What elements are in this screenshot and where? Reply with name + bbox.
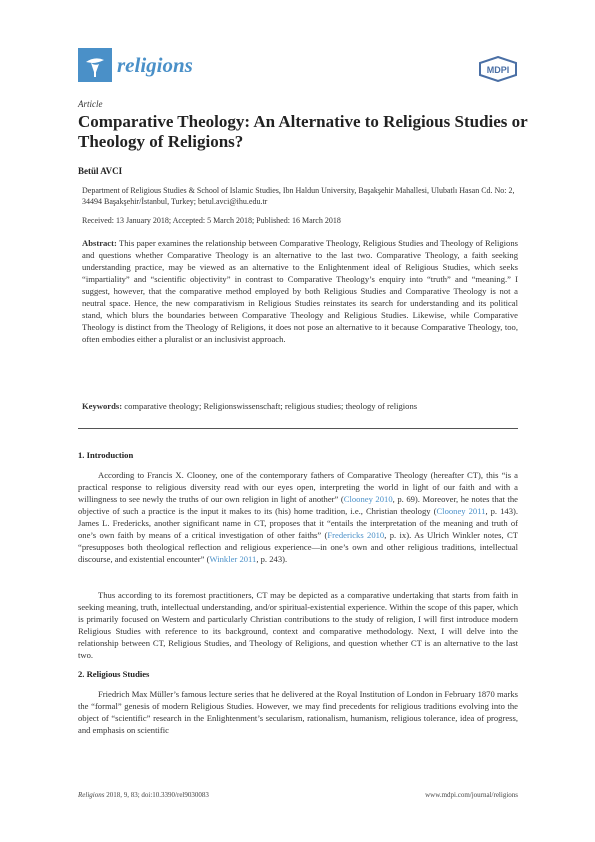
footer-journal: Religions (78, 791, 105, 799)
citation-link[interactable]: Fredericks 2010 (327, 530, 385, 540)
mdpi-logo (478, 56, 518, 82)
text-run: According to Francis X. Clooney, one of the contemporary fathers of Comparative Theology (hereafter CT), this “is a practical response to religious diversity read with our eyes open, interpreting the world in light of our faith and with a willingness to see newly the truths of our own religion in light of another” ( (78, 470, 518, 504)
abstract-text: This paper examines the relationship between Comparative Theology, Religious Studies and Theology of Religions and questions whether Comparative Theology is an alternative to the last two. Comparative Theology, a faith seeking understanding practice, may be viewed as an alternative to the Enlightenment ideal of Religious Studies, which seeks “impartiality” and “scientific objectivity” in contrast to Comparative Theology’s enquiry into “truth” and “meaning.” I suggest, however, that the comparative method employed by both Religious Studies and Comparative Theology is not a neutral space. Hence, the new comparativism in Religious Studies reinstates its search for understanding and its political stand, which blurs the boundaries between Comparative Theology and Religious Studies. Likewise, while Comparative Theology is distinct from the Theology of Religions, it does not pose an alternative to it because Comparative Theology, too, often embodies either a pluralist or an inclusivist approach. (82, 238, 518, 344)
publication-dates: Received: 13 January 2018; Accepted: 5 March 2018; Published: 16 March 2018 (82, 216, 341, 225)
citation-link[interactable]: Clooney 2011 (436, 506, 486, 516)
mdpi-logo-text: MDPI (486, 65, 510, 75)
citation-link[interactable]: Winkler 2011 (209, 554, 257, 564)
dove-icon (78, 48, 112, 82)
religious-studies-paragraph-1: Friedrich Max Müller’s famous lecture series that he delivered at the Royal Institution of London in February 1870 marks the “formal” genesis of modern Religious Studies. However, we may find precedents for religious traditions evolving into the object of “scientific” research in the Enlightenment’s secularism, rationalism, humanism, religious tolerance, idea of progress, and emphasis on scientific (78, 689, 518, 735)
section-heading-introduction: 1. Introduction (78, 450, 134, 460)
section-divider (78, 428, 518, 429)
article-type: Article (78, 99, 103, 109)
page-footer (78, 791, 518, 799)
text-run: , p. 243). (256, 554, 288, 564)
keywords-label: Keywords: (82, 401, 123, 411)
text-run: , p. ix). As Ulrich Winkler notes, CT “presupposes both theological reflection and religious experience—in one’s own and other religious traditions, intellectual discourse, and existential encounter” ( (78, 530, 518, 564)
text-run: , p. 143). James L. Fredericks, another significant name in CT, proposes that it “entails the interpretation of the meaning and truth of one’s own faith by means of a critical investigation of other faiths” ( (78, 506, 519, 540)
footer-citation (78, 791, 209, 799)
keywords (82, 401, 518, 411)
paper-title: Comparative Theology: An Alternative to Religious Studies or Theology of Religions? (78, 112, 528, 151)
text-run: , p. 69). Moreover, he notes that the objective of such a practice is the input it makes to its (his) home tradition, i.e., Christian theology ( (78, 494, 518, 516)
section-heading-religious-studies: 2. Religious Studies (78, 669, 150, 679)
journal-name: religions (117, 52, 193, 77)
journal-logo (78, 48, 193, 82)
author: Betül AVCI (78, 166, 123, 176)
affiliation: Department of Religious Studies & School of Islamic Studies, Ibn Haldun University, Başakşehir Mahallesi, Ulubatlı Hasan Cd. No: 2, 34494 Başakşehir/İstanbul, Turkey; betul.avci@ihu.edu.tr (82, 186, 515, 206)
abstract (82, 238, 518, 346)
keywords-text: comparative theology; Religionswissenschaft; religious studies; theology of religions (124, 401, 418, 411)
intro-paragraph-2: Thus according to its foremost practitioners, CT may be depicted as a comparative undertaking that starts from faith in seeking meaning, truth, intellectual understanding, and/or spiritual-existential experience. Within the scope of this paper, which is primarily focused on Western and particularly Christian contributions to the study of religion, I will first introduce modern Religious Studies with reference to its background, context and comparative methodology. Next, I will delve into the relationship between CT, Religious Studies, and Theology of Religions, and question whether CT is an alternative to the last two. (78, 590, 518, 660)
citation-link[interactable]: Clooney 2010 (343, 494, 393, 504)
intro-paragraph-1 (78, 469, 518, 565)
abstract-label: Abstract: (82, 238, 117, 248)
footer-doi: 2018, 9, 83; doi:10.3390/rel9030083 (106, 791, 209, 799)
footer-url[interactable]: www.mdpi.com/journal/religions (425, 791, 518, 799)
